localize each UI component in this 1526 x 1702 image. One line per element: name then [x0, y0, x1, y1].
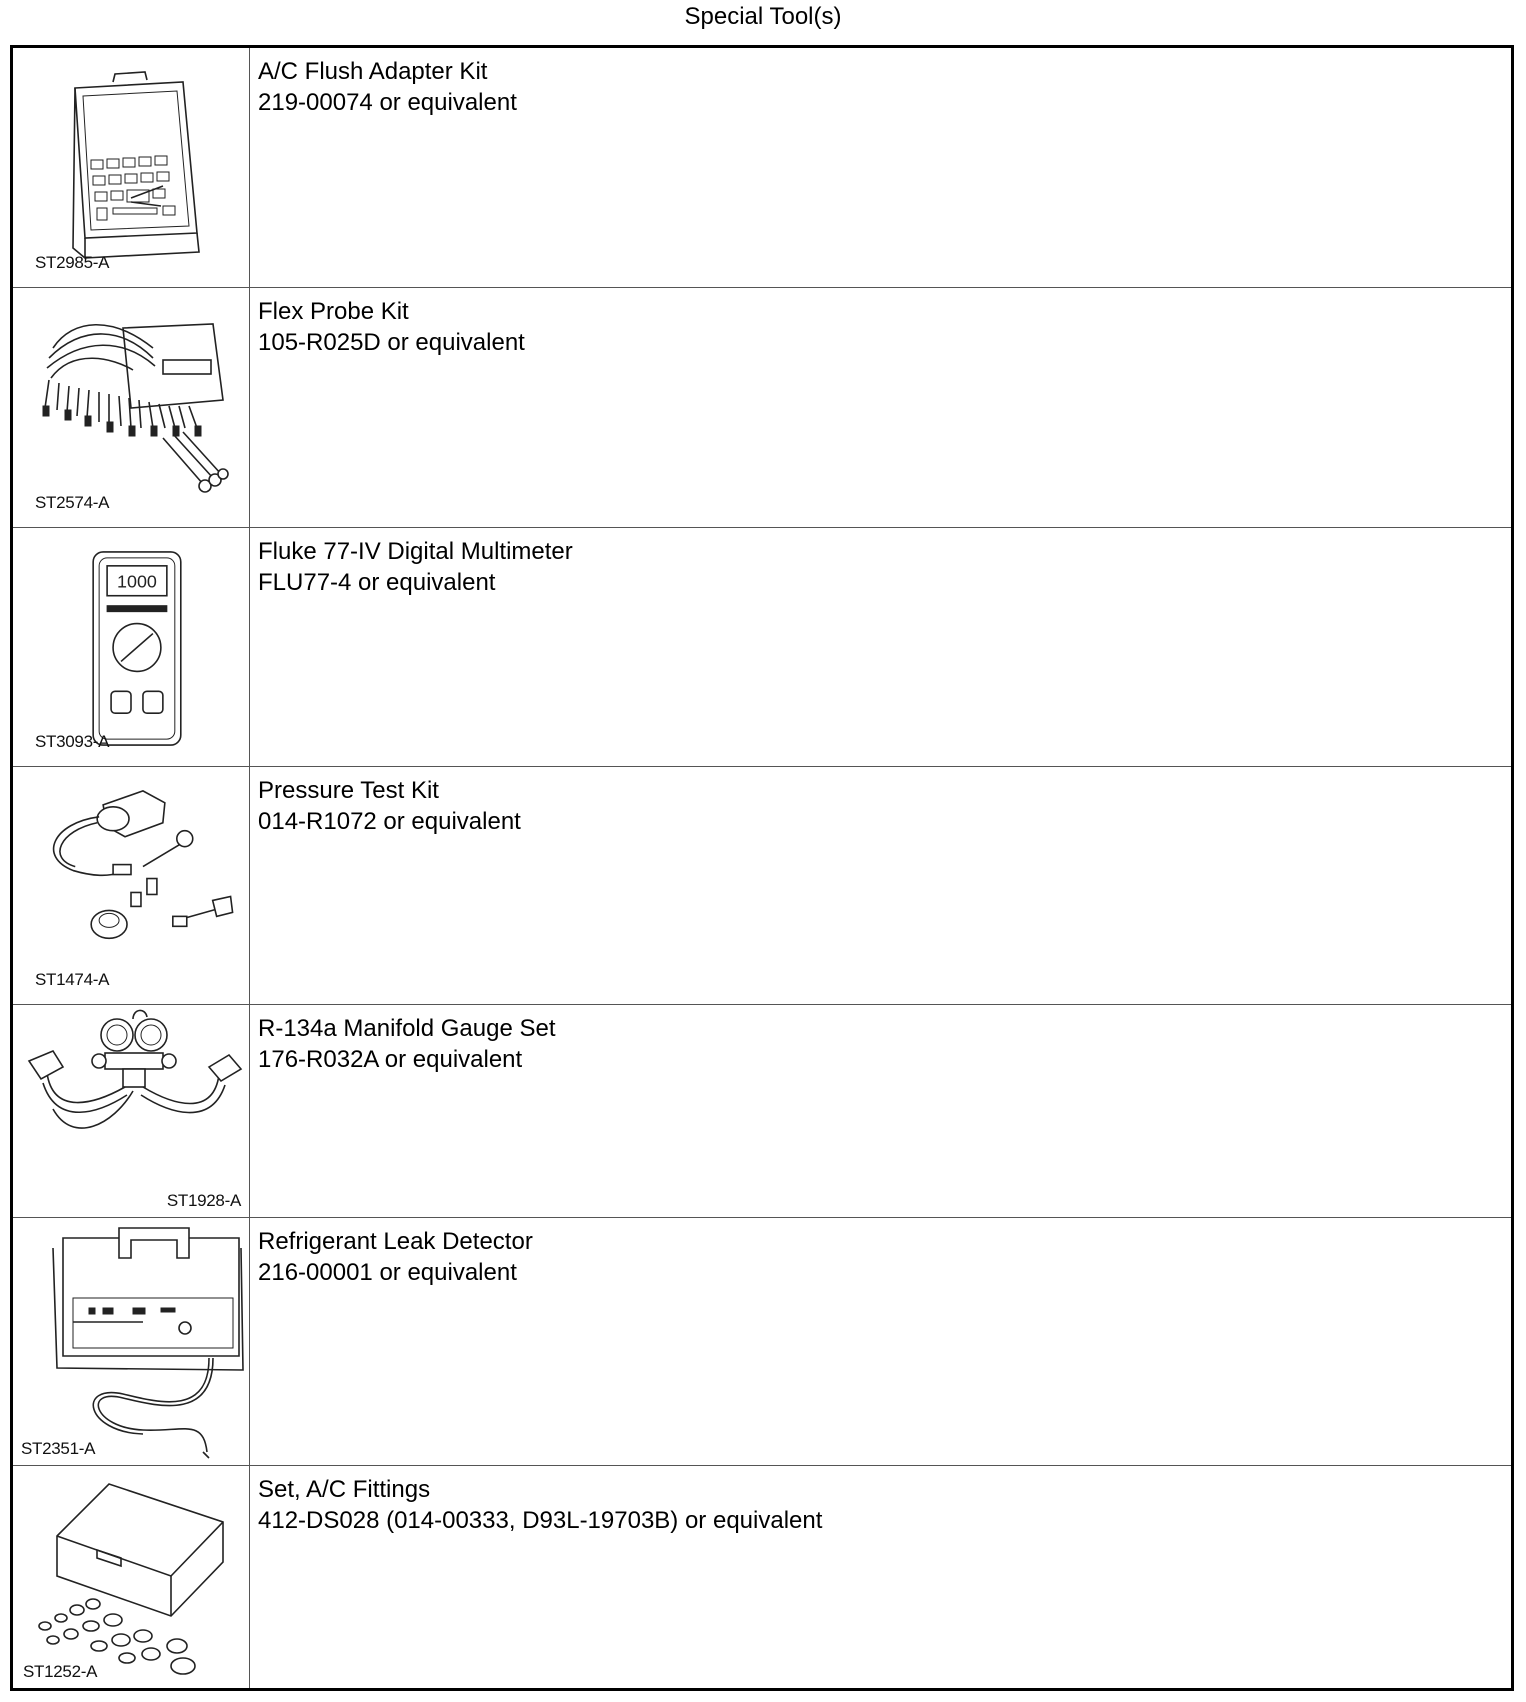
tool-image-cell — [13, 1005, 250, 1217]
tool-row — [13, 288, 1511, 528]
tool-row — [13, 1218, 1511, 1466]
tool-image-cell — [13, 48, 250, 287]
tool-image-cell — [13, 1466, 250, 1688]
tool-code: ST1474-A — [35, 970, 110, 989]
special-tools-table — [10, 45, 1514, 1691]
tool-code: ST2985-A — [35, 253, 110, 272]
fittings-set-icon — [13, 1466, 249, 1688]
probe-kit-icon — [13, 288, 249, 527]
tool-part-number: 176-R032A or equivalent — [258, 1046, 523, 1073]
tool-name: Pressure Test Kit — [258, 777, 439, 804]
case-kit-icon — [13, 48, 249, 287]
tool-part-number: 412-DS028 (014-00333, D93L-19703B) or equivalent — [258, 1507, 823, 1534]
tool-description — [258, 536, 1501, 598]
tool-row — [13, 1005, 1511, 1218]
tool-image-cell — [13, 288, 250, 527]
tool-name: Refrigerant Leak Detector — [258, 1228, 533, 1255]
tool-part-number: FLU77-4 or equivalent — [258, 569, 496, 596]
tool-code: ST1252-A — [23, 1662, 98, 1681]
tool-code: ST2351-A — [21, 1439, 96, 1458]
tool-part-number: 219-00074 or equivalent — [258, 89, 517, 116]
tool-code: ST3093-A — [35, 732, 110, 751]
pressure-test-kit-icon — [13, 767, 249, 1004]
tool-description — [258, 1226, 1501, 1288]
tool-image-cell — [13, 1218, 250, 1465]
tool-part-number: 216-00001 or equivalent — [258, 1259, 517, 1286]
tool-part-number: 014-R1072 or equivalent — [258, 808, 521, 835]
tool-description — [258, 56, 1501, 118]
multimeter-display-text: 1000 — [117, 571, 157, 592]
tool-code: ST2574-A — [35, 493, 110, 512]
page-title: Special Tool(s) — [684, 3, 842, 30]
tool-row — [13, 48, 1511, 288]
tool-name: Fluke 77-IV Digital Multimeter — [258, 538, 573, 565]
tool-name: R-134a Manifold Gauge Set — [258, 1015, 556, 1042]
manifold-gauge-icon — [13, 1005, 249, 1217]
tool-row — [13, 767, 1511, 1005]
tool-description — [258, 775, 1501, 837]
tool-row — [13, 1466, 1511, 1688]
tool-description — [258, 296, 1501, 358]
multimeter-icon — [13, 528, 249, 766]
tool-name: Set, A/C Fittings — [258, 1476, 431, 1503]
tool-name: A/C Flush Adapter Kit — [258, 58, 488, 85]
tool-image-cell — [13, 528, 250, 766]
tool-row — [13, 528, 1511, 767]
tool-description — [258, 1474, 1501, 1536]
tool-part-number: 105-R025D or equivalent — [258, 329, 525, 356]
tool-image-cell — [13, 767, 250, 1004]
tool-code: ST1928-A — [166, 1191, 241, 1210]
tool-description — [258, 1013, 1501, 1075]
tool-name: Flex Probe Kit — [258, 298, 409, 325]
leak-detector-icon — [13, 1218, 249, 1465]
